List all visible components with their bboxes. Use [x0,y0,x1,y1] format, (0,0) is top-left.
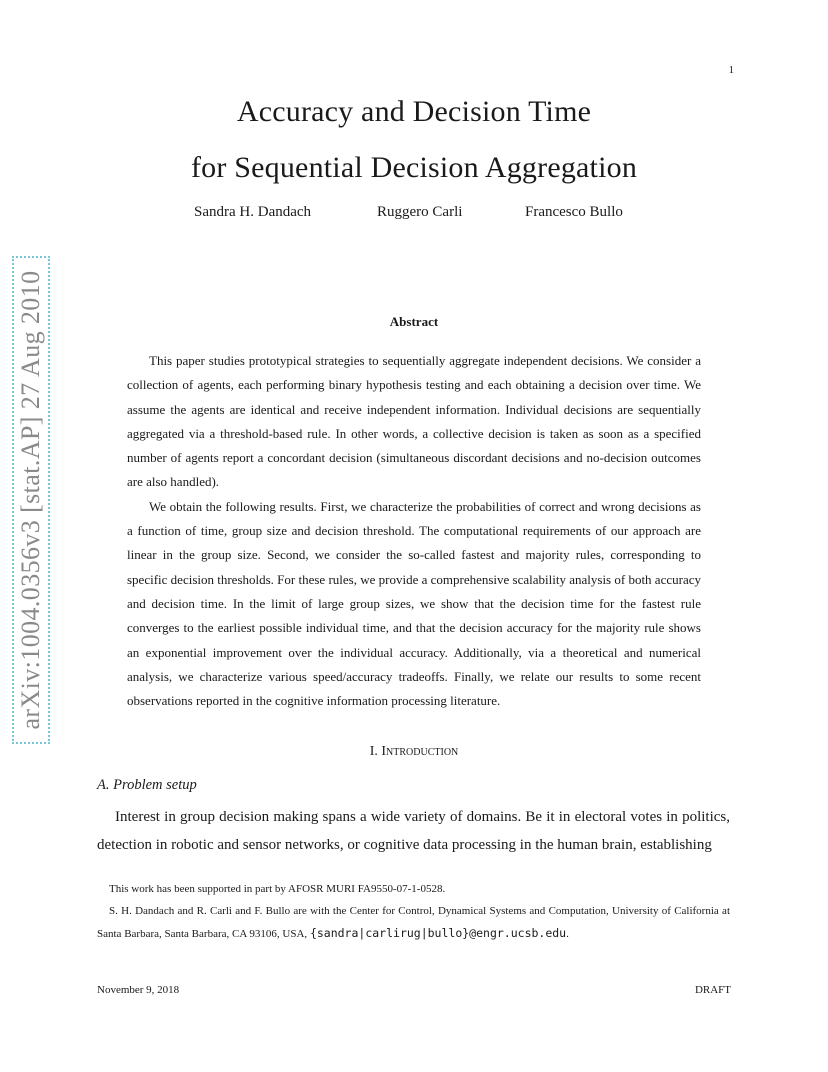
footnotes [97,878,730,945]
author-name: Ruggero Carli [377,204,463,220]
abstract-heading: Abstract [389,314,439,329]
footer-status: DRAFT [694,984,731,996]
arxiv-stamp: arXiv:1004.0356v3 [stat.AP] 27 Aug 2010 [16,270,45,730]
title-line-2: for Sequential Decision Aggregation [190,151,638,184]
abstract-paragraph: We obtain the following results. First, we characterize the probabilities of correct and wrong decisions as a function of time, group size and decision threshold. The computational requirements of our approach are linear in the group size. Second, we consider the so-called fastest and majority rules, corresponding to specific decision thresholds. For these rules, we provide a comprehensive scalability analysis of both accuracy and decision time. In the limit of large group sizes, we show that the decision time for the fastest rule converges to the earliest possible individual time, and that the decision accuracy for the majority rule shows an exponential improvement over the individual accuracy. Additionally, via a theoretical and numerical analysis, we characterize various speed/accuracy tradeoffs. Finally, we relate our results to some recent observations reported in the cognitive information processing literature. [127,498,701,709]
author-name: Francesco Bullo [525,204,623,220]
author-name: Sandra H. Dandach [194,204,312,220]
abstract-paragraph: This paper studies prototypical strategies to sequentially aggregate independent decisions. We consider a collection of agents, each performing binary hypothesis testing and each obtaining a decision over time. We assume the agents are identical and receive independent information. Individual decisions are sequentially aggregated via a threshold-based rule. In other words, a collective decision is taken as soon as a specified number of agents report a concordant decision (simultaneous discordant decisions and no-decision outcomes are also handled). [127,353,701,490]
section-title: Introduction [381,744,459,759]
page-number: 1 [728,64,734,76]
abstract-body [127,349,701,713]
intro-body [97,803,730,859]
affiliation-text: S. H. Dandach and R. Carli and F. Bullo are with the Center for Control, Dynamical Systems and Computation, University of California at Santa Barbara, Santa Barbara, CA 93106, USA, [97,905,730,940]
subsection-heading: A. Problem setup [97,777,197,793]
title-line-1: Accuracy and Decision Time [236,95,592,128]
funding-footnote: This work has been supported in part by AFOSR MURI FA9550-07-1-0528. [109,883,446,895]
section-number: I. [369,744,378,759]
paper-title [0,84,828,196]
footer-date: November 9, 2018 [97,984,180,996]
intro-paragraph: Interest in group decision making spans a wide variety of domains. Be it in electoral votes in politics, detection in robotic and sensor networks, or cognitive data processing in the human brain, establishing [97,809,730,853]
affiliation-footnote [97,900,730,945]
section-heading [0,744,828,760]
email-suffix: . [566,928,569,940]
email-address: {sandra|carlirug|bullo}@engr.ucsb.edu [309,926,567,940]
